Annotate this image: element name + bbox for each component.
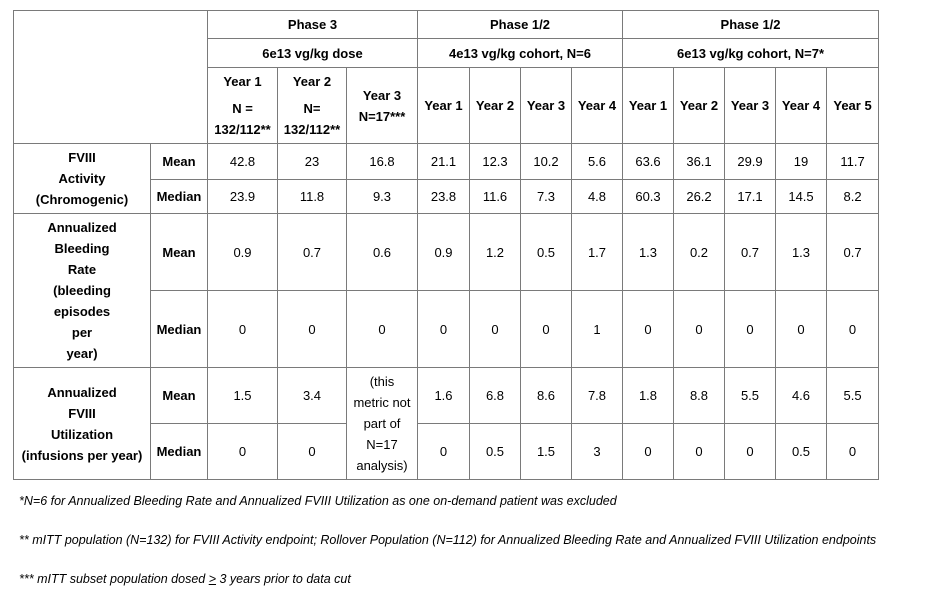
header-p3-year3-line1: Year 3 <box>362 87 402 103</box>
row-label-utilization-line1: Annualized <box>47 384 117 400</box>
table-cell: 14.5 <box>776 180 827 214</box>
row-label-abr-line7: year) <box>66 346 98 361</box>
table-row <box>14 144 879 180</box>
table-cell: 1.6 <box>418 368 470 424</box>
row-label-fviii-activity-line3: (Chromogenic) <box>35 192 129 207</box>
table-cell: 0.7 <box>725 214 776 291</box>
greater-equal-symbol: > <box>208 572 217 586</box>
header-a-year1: Year 1 <box>418 68 470 144</box>
table-cell: 6.8 <box>470 368 521 424</box>
table-cell: 0 <box>623 291 674 368</box>
header-a-year2: Year 2 <box>470 68 521 144</box>
header-b-year1: Year 1 <box>623 68 674 144</box>
table-cell: 21.1 <box>418 144 470 180</box>
table-cell: 9.3 <box>347 180 418 214</box>
table-cell: 0 <box>674 291 725 368</box>
row-label-abr-line1: Annualized <box>47 220 117 235</box>
table-cell: 0.5 <box>521 214 572 291</box>
footnote-3-start: *** mITT subset population dosed <box>19 572 209 586</box>
table-cell: 29.9 <box>725 144 776 180</box>
table-cell: 8.8 <box>674 368 725 424</box>
stat-label-median: Median <box>151 180 208 214</box>
note-line3: part of <box>363 416 401 431</box>
header-p3-year1-line3: 132/112** <box>214 122 271 137</box>
table-cell: 0 <box>725 424 776 480</box>
table-cell: 1.3 <box>776 214 827 291</box>
header-cohort-a: 4e13 vg/kg cohort, N=6 <box>418 39 623 68</box>
footnote-2: ** mITT population (N=132) for FVIII Activity endpoint; Rollover Population (N=112) for Annualized Bleeding Rate and Annualized FVIII Utilization endpoints <box>19 533 877 547</box>
note-line2: metric not <box>353 395 411 410</box>
row-label-fviii-activity <box>14 144 151 214</box>
stat-label-mean: Mean <box>151 368 208 424</box>
table-cell: 0 <box>674 424 725 480</box>
stat-label-median: Median <box>151 424 208 480</box>
table-row <box>14 368 879 424</box>
table-cell: 23.8 <box>418 180 470 214</box>
header-p3-year3-line2: N=17*** <box>358 108 406 124</box>
row-label-fviii-activity-line1: FVIII <box>68 150 96 165</box>
table-cell: 1.3 <box>623 214 674 291</box>
note-line4: N=17 <box>366 437 398 452</box>
header-a-year4: Year 4 <box>572 68 623 144</box>
results-table <box>13 10 879 480</box>
table-cell: 0 <box>521 291 572 368</box>
row-label-abr-line3: Rate <box>67 262 97 277</box>
header-phase12-a: Phase 1/2 <box>418 11 623 39</box>
header-b-year4: Year 4 <box>776 68 827 144</box>
table-cell: 23 <box>278 144 347 180</box>
header-p3-year2-line2: N= <box>303 101 321 116</box>
note-line5: analysis) <box>356 458 408 473</box>
header-p3-year1-line2: N = <box>232 101 253 116</box>
table-cell: 1 <box>572 291 623 368</box>
table-cell: 0 <box>725 291 776 368</box>
table-cell: 0.6 <box>347 214 418 291</box>
table-cell: 0.5 <box>776 424 827 480</box>
header-b-year5: Year 5 <box>827 68 879 144</box>
table-cell: 4.6 <box>776 368 827 424</box>
table-cell: 0.7 <box>827 214 879 291</box>
row-label-fviii-activity-line2: Activity <box>58 171 106 186</box>
stat-label-median: Median <box>151 291 208 368</box>
table-cell: 36.1 <box>674 144 725 180</box>
header-p3-year2-line3: 132/112** <box>283 122 341 137</box>
table-cell: 5.6 <box>572 144 623 180</box>
table-cell: 5.5 <box>725 368 776 424</box>
table-cell: 4.8 <box>572 180 623 214</box>
table-cell: 0 <box>347 291 418 368</box>
header-b-year3: Year 3 <box>725 68 776 144</box>
table-cell: 63.6 <box>623 144 674 180</box>
table-cell: 11.6 <box>470 180 521 214</box>
header-b-year2: Year 2 <box>674 68 725 144</box>
row-label-abr-line4: (bleeding <box>53 283 111 298</box>
table-cell: 0 <box>208 424 278 480</box>
row-label-utilization-line2: FVIII <box>68 405 96 421</box>
table-cell: 0 <box>208 291 278 368</box>
table-cell: 42.8 <box>208 144 278 180</box>
table-cell: 0 <box>827 424 879 480</box>
header-p3-year2-line1: Year 2 <box>292 74 332 89</box>
table-cell: 17.1 <box>725 180 776 214</box>
header-p3-year2 <box>278 68 347 144</box>
table-cell: 10.2 <box>521 144 572 180</box>
table-cell: 3.4 <box>278 368 347 424</box>
table-cell: 11.8 <box>278 180 347 214</box>
table-cell: 0 <box>418 291 470 368</box>
row-label-utilization-line3: Utilization <box>50 426 114 442</box>
empty-corner-cell <box>14 11 208 144</box>
table-cell: 8.2 <box>827 180 879 214</box>
table-cell: 5.5 <box>827 368 879 424</box>
table-cell: 0 <box>278 424 347 480</box>
table-cell: 60.3 <box>623 180 674 214</box>
table-cell: 0 <box>278 291 347 368</box>
header-p3-year1 <box>208 68 278 144</box>
table-cell: 19 <box>776 144 827 180</box>
table-cell: 1.2 <box>470 214 521 291</box>
stat-label-mean: Mean <box>151 214 208 291</box>
row-label-abr-line5: episodes <box>53 304 111 319</box>
table-cell: 8.6 <box>521 368 572 424</box>
table-cell: 0 <box>623 424 674 480</box>
table-cell: 1.5 <box>208 368 278 424</box>
table-cell: 7.3 <box>521 180 572 214</box>
table-cell: 0.9 <box>208 214 278 291</box>
table-cell: 3 <box>572 424 623 480</box>
row-label-abr-line2: Bleeding <box>54 241 110 256</box>
table-cell: 0.7 <box>278 214 347 291</box>
table-cell: 16.8 <box>347 144 418 180</box>
header-phase12-b: Phase 1/2 <box>623 11 879 39</box>
note-line1: (this <box>369 374 395 389</box>
header-phase3: Phase 3 <box>208 11 418 39</box>
table-cell: 0 <box>827 291 879 368</box>
header-p3-year1-line1: Year 1 <box>223 74 262 89</box>
header-cohort-b: 6e13 vg/kg cohort, N=7* <box>623 39 879 68</box>
table-cell: 12.3 <box>470 144 521 180</box>
year3-not-applicable-note <box>347 368 418 480</box>
table-cell: 0.9 <box>418 214 470 291</box>
row-label-abr <box>14 214 151 368</box>
footnote-3-end: 3 years prior to data cut <box>216 572 351 586</box>
table-cell: 0.2 <box>674 214 725 291</box>
row-label-utilization-line4: (infusions per year) <box>21 447 143 463</box>
table-cell: 0 <box>470 291 521 368</box>
header-p3-year3 <box>347 68 418 144</box>
table-cell: 11.7 <box>827 144 879 180</box>
table-cell: 7.8 <box>572 368 623 424</box>
table-cell: 0 <box>418 424 470 480</box>
header-a-year3: Year 3 <box>521 68 572 144</box>
row-label-utilization <box>14 368 151 480</box>
row-label-abr-line6: per <box>71 325 93 340</box>
table-cell: 1.7 <box>572 214 623 291</box>
table-cell: 1.8 <box>623 368 674 424</box>
footnote-3 <box>19 572 351 586</box>
header-dose: 6e13 vg/kg dose <box>208 39 418 68</box>
table-cell: 0.5 <box>470 424 521 480</box>
stat-label-mean: Mean <box>151 144 208 180</box>
footnote-1: *N=6 for Annualized Bleeding Rate and Annualized FVIII Utilization as one on-demand patient was excluded <box>19 494 617 508</box>
table-cell: 23.9 <box>208 180 278 214</box>
table-cell: 1.5 <box>521 424 572 480</box>
table-cell: 26.2 <box>674 180 725 214</box>
table-row <box>14 214 879 291</box>
table-cell: 0 <box>776 291 827 368</box>
